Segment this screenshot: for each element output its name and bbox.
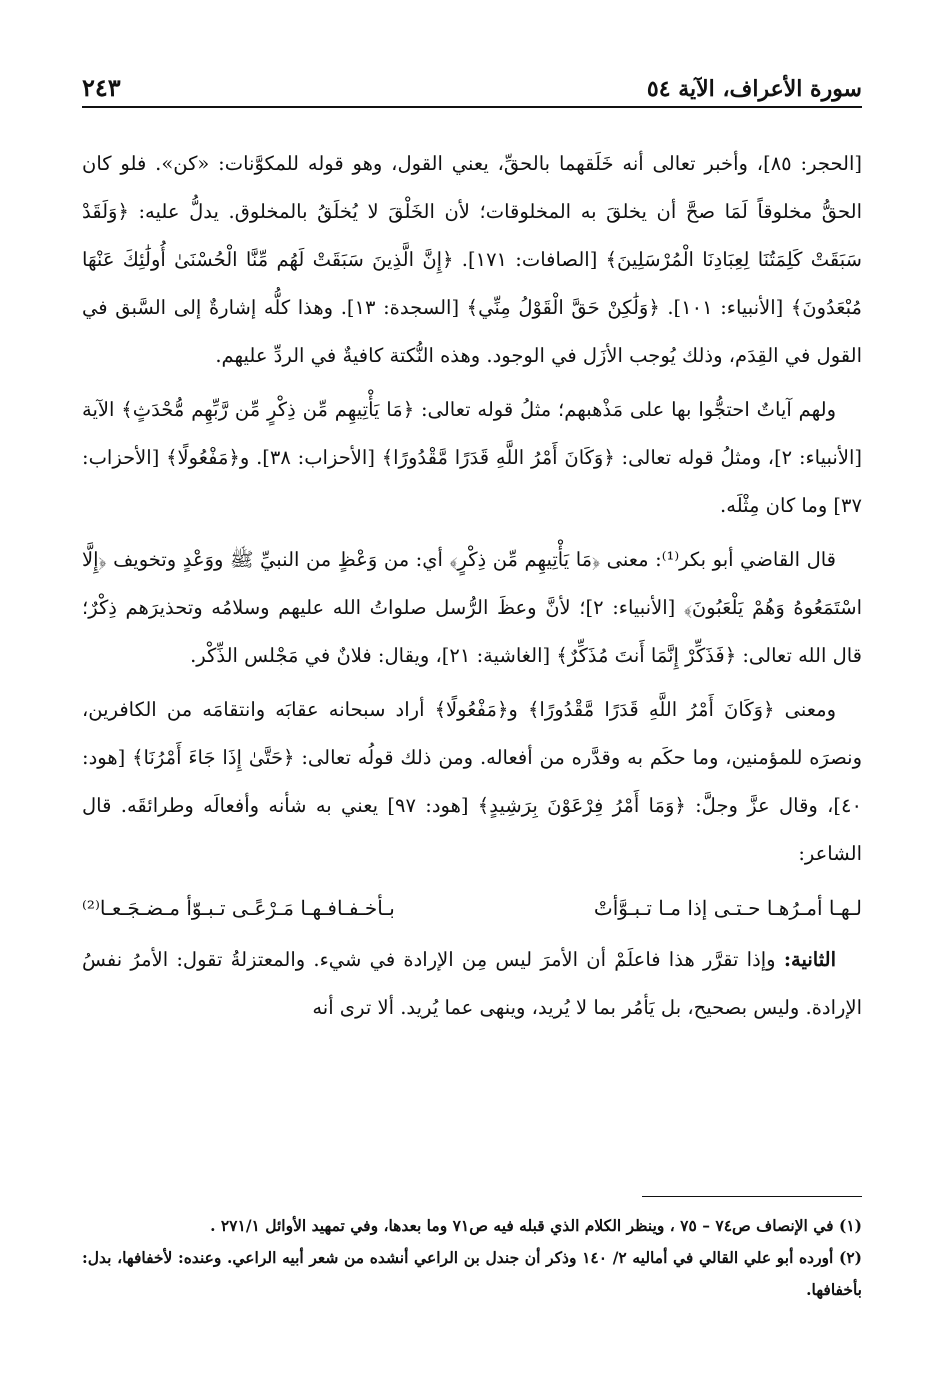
paragraph-second-point bbox=[82, 936, 862, 1032]
footnote-2: (٢) أورده أبو علي القالي في أماليه ٢/ ١٤٠ وذكر أن جندل بن الراعي أنشده من شعر أبيه الراعي. وعنده: لأخفافها، بدل: بأخفافها. bbox=[82, 1248, 862, 1299]
paragraph-3: قال القاضي أبو بكر⁽¹⁾: معنى ﴿مَا يَأْتِيهِم مِّن ذِكْرٍ﴾ أي: من وَعْظٍ من النبيِّ ﷺ ووَعْدٍ وتخويف ﴿إِلَّا اسْتَمَعُوهُ وَهُمْ يَلْعَبُونَ﴾ [الأنبياء: ٢]؛ لأنَّ وعظَ الرُّسل صلواتُ الله عليهم وسلامُه وتحذيرَهم ذِكْرٌ؛ قال الله تعالى: ﴿فَذَكِّرْ إِنَّمَا أَنتَ مُذَكِّرٌ﴾ [الغاشية: ٢١]، ويقال: فلانٌ في مَجْلس الذِّكْر. bbox=[82, 548, 862, 667]
paragraph-1: [الحجر: ٨٥]، وأخبر تعالى أنه خَلَقهما بالحقِّ، يعني القول، وهو قوله للمكوَّنات: «كن». فلو كان الحقُّ مخلوقاً لَمَا صحَّ أن يخلقَ به المخلوقات؛ لأن الخَلْقَ لا يُخلَقُ بالمخلوق. يدلُّ عليه: ﴿وَلَقَدْ سَبَقَتْ كَلِمَتُنَا لِعِبَادِنَا الْمُرْسَلِينَ﴾ [الصافات: ١٧١]. ﴿إِنَّ الَّذِينَ سَبَقَتْ لَهُم مِّنَّا الْحُسْنَىٰ أُولَٰئِكَ عَنْهَا مُبْعَدُونَ﴾ [الأنبياء: ١٠١]. ﴿وَلَٰكِنْ حَقَّ الْقَوْلُ مِنِّي﴾ [السجدة: ١٣]. وهذا كلُّه إشارةٌ إلى السَّبق في القول في القِدَم، وذلك يُوجب الأزَل في الوجود. وهذه النُّكتة كافيةٌ في الردِّ عليهم. bbox=[82, 152, 862, 367]
poem-verse bbox=[82, 884, 862, 932]
footnotes bbox=[82, 1210, 862, 1306]
second-point-lead: الثانية: bbox=[783, 948, 836, 971]
poem-first-hemistich: لـهـا أمـرُهـا حـتـى إذا مـا تـبـوَّأتْ bbox=[593, 896, 862, 920]
poem-second-hemistich: بـأخـفـافـهـا مَـرْعًـى تـبـوّأ مـضـجَـعـا⁽²⁾ bbox=[82, 896, 395, 920]
page-number: ٢٤٣ bbox=[82, 73, 121, 102]
paragraph-4: ومعنى ﴿وَكَانَ أَمْرُ اللَّهِ قَدَرًا مَّقْدُورًا﴾ و﴿مَفْعُولًا﴾ أراد سبحانه عقابَه وانتقامَه من الكافرين، ونصرَه للمؤمنين، وما حكَم به وقدَّره من أفعاله. ومن ذلك قولُه تعالى: ﴿حَتَّىٰ إِذَا جَاءَ أَمْرُنَا﴾ [هود: ٤٠]، وقال عزَّ وجلَّ: ﴿وَمَا أَمْرُ فِرْعَوْنَ بِرَشِيدٍ﴾ [هود: ٩٧] يعني به شأنه وأفعالَه وطرائقَه. قال الشاعر: bbox=[82, 698, 862, 865]
footnote-1: (١) في الإنصاف ص٧٤ – ٧٥ ، وينظر الكلام الذي قبله فيه ص٧١ وما بعدها، وفي تمهيد الأوائل ٢٧١/١ . bbox=[210, 1216, 862, 1235]
main-text bbox=[82, 140, 862, 1038]
paragraph-2: ولهم آياتٌ احتجُّوا بها على مَذْهبهم؛ مثلُ قوله تعالى: ﴿مَا يَأْتِيهِم مِّن ذِكْرٍ مِّن رَّبِّهِم مُّحْدَثٍ﴾ الآية [الأنبياء: ٢]، ومثلُ قوله تعالى: ﴿وَكَانَ أَمْرُ اللَّهِ قَدَرًا مَّقْدُورًا﴾ [الأحزاب: ٣٨]. و﴿مَفْعُولًا﴾ [الأحزاب: ٣٧] وما كان مِثْلَه. bbox=[82, 398, 862, 517]
header-rule bbox=[82, 106, 862, 108]
footnote-rule bbox=[642, 1196, 862, 1197]
second-point-text: وإذا تقرَّر هذا فاعلَمْ أن الأمرَ ليس مِن الإرادة في شيء. والمعتزلةُ تقول: الأمرُ نفسُ الإرادة. وليس بصحيح، بل يَأمُر بما لا يُريد، وينهى عما يُريد. ألا ترى أنه bbox=[82, 948, 862, 1019]
page-header bbox=[82, 62, 862, 102]
running-title: سورة الأعراف، الآية ٥٤ bbox=[646, 76, 862, 102]
